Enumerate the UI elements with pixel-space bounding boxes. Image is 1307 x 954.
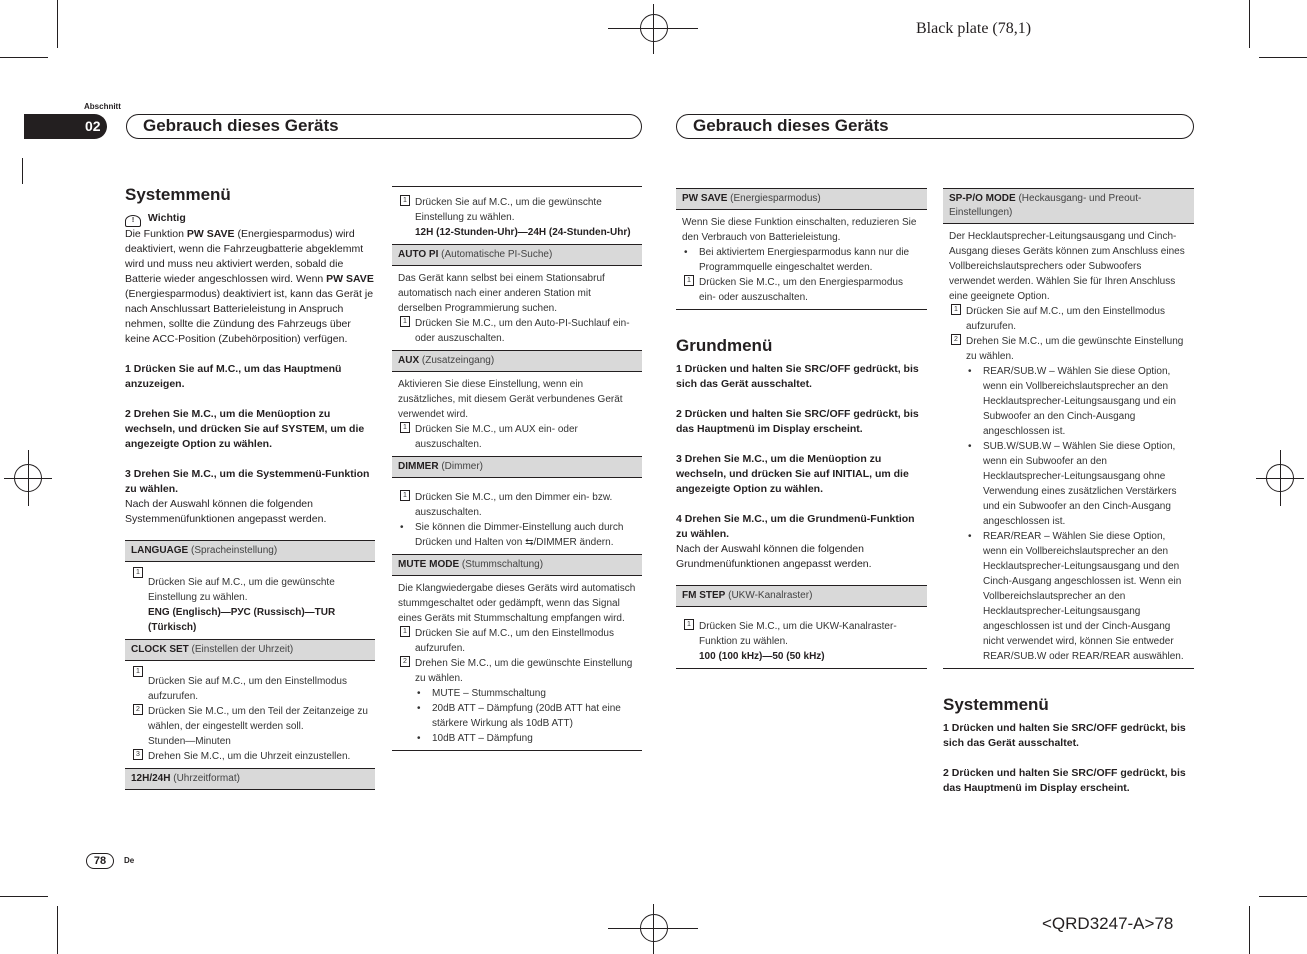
column-1 xyxy=(125,185,375,790)
step-2: 2 Drücken und halten Sie SRC/OFF gedrückt, bis das Hauptmenü im Display erscheint. xyxy=(943,767,1186,794)
bullet-icon: • xyxy=(968,441,972,452)
crop-mark xyxy=(653,4,654,54)
clock-options: Stunden—Minuten xyxy=(148,736,231,747)
table-body: 1 Drücken Sie auf M.C., um die gewünschte Einstellung zu wählen. ENG (Englisch)—РУС (Russisch)—TUR (Türkisch) xyxy=(125,562,375,639)
section-title: Systemmenü xyxy=(943,695,1049,714)
table-heading: 12H/24H (Uhrzeitformat) xyxy=(125,768,375,790)
step-1: 1 Drücken und halten Sie SRC/OFF gedrückt, bis sich das Gerät ausschaltet. xyxy=(943,722,1186,749)
warning-icon: ! xyxy=(125,215,141,227)
section-title: Grundmenü xyxy=(676,336,773,355)
step-number-icon: 1 xyxy=(684,275,694,286)
clock-format-options: 12H (12-Stunden-Uhr)—24H (24-Stunden-Uhr) xyxy=(415,227,631,238)
table-body: 1 Drücken Sie auf M.C., um den Einstellmodus aufzurufen. 2 Drücken Sie M.C., um den Teil der Zeitanzeige zu wählen, der eingestellt werden soll. Stunden—Minuten 3 Drehen Sie M.C., um die Uhrzeit einzustellen. xyxy=(125,661,375,768)
step-number-icon: 1 xyxy=(400,422,410,433)
table-body: 1 Drücken Sie M.C., um den Dimmer ein- bzw. auszuschalten. • Sie können die Dimmer-Einstellung auch durch Drücken und Halten von ⇆/DIMMER ändern. xyxy=(400,492,624,548)
crop-mark xyxy=(1259,57,1307,58)
table-body: Das Gerät kann selbst bei einem Stationsabruf automatisch nach einer anderen Station mit derselben Programmierung suchen. 1 Drücken Sie M.C., um den Auto-PI-Suchlauf ein- oder auszuschalten. xyxy=(392,266,642,350)
settings-table xyxy=(676,585,927,669)
step-number-icon: 3 xyxy=(133,749,143,760)
bullet-icon: • xyxy=(400,522,404,533)
page-number: 78 xyxy=(86,853,114,869)
bullet-icon: • xyxy=(968,366,972,377)
step-number-icon: 1 xyxy=(400,626,410,637)
column-4 xyxy=(943,188,1194,796)
bullet-icon: • xyxy=(417,733,421,744)
table-heading: MUTE MODE (Stummschaltung) xyxy=(392,554,642,576)
crop-mark xyxy=(653,904,654,954)
step-number-icon: 1 xyxy=(951,304,961,315)
table-body: Aktivieren Sie diese Einstellung, wenn ein zusätzliches, mit diesem Gerät verbundenes Gerät verwendet wird. 1 Drücken Sie M.C., um AUX ein- oder auszuschalten. xyxy=(392,372,642,456)
bullet-icon: • xyxy=(417,703,421,714)
language-code: De xyxy=(124,856,135,865)
step-number-icon: 1 xyxy=(400,316,410,327)
header-right-title: Gebrauch dieses Geräts xyxy=(693,116,889,135)
step-3: 3 Drehen Sie M.C., um die Systemmenü-Funktion zu wählen. xyxy=(125,468,370,495)
document-code: <QRD3247-A>78 xyxy=(1042,914,1174,933)
section-number: 02 xyxy=(85,118,101,134)
language-options: ENG (Englisch)—РУС (Russisch)—TUR (Türkisch) xyxy=(148,607,336,633)
table-heading: LANGUAGE (Spracheinstellung) xyxy=(125,540,375,562)
section-title: Systemmenü xyxy=(125,185,231,204)
table-text: Der Hecklautsprecher-Leitungsausgang und Cinch-Ausgang dieses Geräts können zum Anschluss eines Vollbereichslautsprechers oder Subwoofers verwendet werden. Wählen Sie für Ihren Anschluss eine geeignete Option. xyxy=(949,231,1185,302)
table-heading: CLOCK SET (Einstellen der Uhrzeit) xyxy=(125,639,375,661)
crop-mark xyxy=(1280,450,1281,506)
step-number-icon: 2 xyxy=(951,334,961,345)
step-number-icon: 1 xyxy=(684,619,694,630)
table-heading: DIMMER (Dimmer) xyxy=(392,456,642,478)
step-4: 4 Drehen Sie M.C., um die Grundmenü-Funktion zu wählen. xyxy=(676,513,915,540)
step-2: 2 Drehen Sie M.C., um die Menüoption zu wechseln, und drücken Sie auf SYSTEM, um die angezeigte Option zu wählen. xyxy=(125,408,365,450)
table-heading: FM STEP (UKW-Kanalraster) xyxy=(676,585,927,607)
step-3: 3 Drehen Sie M.C., um die Menüoption zu wechseln, und drücken Sie auf INITIAL, um die angezeigte Option zu wählen. xyxy=(676,453,909,495)
header-right xyxy=(676,114,1194,139)
step-number-icon: 1 xyxy=(133,567,143,578)
step-3-note: Nach der Auswahl können die folgenden Systemmenüfunktionen angepasst werden. xyxy=(125,498,327,525)
column-3 xyxy=(676,188,927,669)
crop-mark xyxy=(28,450,29,506)
step-number-icon: 1 xyxy=(133,666,143,677)
important-label: Wichtig xyxy=(147,212,186,224)
table-heading: AUTO PI (Automatische PI-Suche) xyxy=(392,244,642,266)
step-2: 2 Drücken und halten Sie SRC/OFF gedrückt, bis das Hauptmenü im Display erscheint. xyxy=(676,408,919,435)
step-number-icon: 1 xyxy=(400,490,410,501)
crop-mark xyxy=(1249,906,1250,954)
table-text: Wenn Sie diese Funktion einschalten, reduzieren Sie den Verbrauch von Batterieleistung. xyxy=(682,217,917,243)
crop-mark xyxy=(57,906,58,954)
table-heading: AUX (Zusatzeingang) xyxy=(392,350,642,372)
crop-mark xyxy=(57,0,58,48)
step-4-note: Nach der Auswahl können die folgenden Grundmenüfunktionen angepasst werden. xyxy=(676,543,872,570)
table-text: Das Gerät kann selbst bei einem Stationsabruf automatisch nach einer anderen Station mit derselben Programmierung suchen. xyxy=(398,273,605,314)
header-left xyxy=(126,114,642,139)
bullet-icon: • xyxy=(684,247,688,258)
table-body: Der Hecklautsprecher-Leitungsausgang und Cinch-Ausgang dieses Geräts können zum Anschluss eines Vollbereichslautsprechers oder Subwoofers verwendet werden. Wählen Sie für Ihren Anschluss eine geeignete Option. 1 Drücken Sie auf M.C., um den Einstellmodus aufzurufen. 2 Drehen Sie M.C., um die gewünschte Einstellung zu wählen. • REAR/SUB.W – Wählen Sie diese Option, wenn ein Vollbereichslautsprecher an den Hecklautsprecher-Leitungsausgang und ein Subwoofer an den Cinch-Ausgang angeschlossen ist. • SUB.W/SUB.W – Wählen Sie diese Option, wenn ein Subwoofer an den Hecklautsprecher-Leitungsausgang ohne Verwendung eines zusätzlichen Verstärkers und ein Subwoofer an den Cinch-Ausgang angeschlossen ist. • REAR/REAR – Wählen Sie diese Option, wenn ein Vollbereichslautsprecher an den Hecklautsprecher-Leitungsausgang und den Cinch-Ausgang angeschlossen ist. Wenn ein Vollbereichslautsprecher an den Hecklautsprecher-Leitungsausgang angeschlossen ist und der Cinch-Ausgang nicht verwendet wird, können Sie entweder REAR/SUB.W oder REAR/REAR auswählen. xyxy=(943,224,1194,668)
column-2 xyxy=(392,186,642,751)
crop-mark xyxy=(0,57,48,58)
crop-mark xyxy=(1249,0,1250,48)
table-body: 1 Drücken Sie M.C., um die UKW-Kanalraster-Funktion zu wählen. 100 (100 kHz)—50 (50 kHz) xyxy=(676,607,927,668)
step-number-icon: 2 xyxy=(133,704,143,715)
table-text: Die Klangwiedergabe dieses Geräts wird automatisch stummgeschaltet oder gedämpft, wenn das Signal eines Geräts mit Stummschaltung empfangen wird. xyxy=(398,583,636,624)
table-body: Wenn Sie diese Funktion einschalten, reduzieren Sie den Verbrauch von Batterieleistung. • Bei aktiviertem Energiesparmodus kann nur die Programmquelle eingeschaltet werden. 1 Drücken Sie M.C., um den Energiesparmodus ein- oder auszuschalten. xyxy=(676,210,927,309)
bullet-icon: • xyxy=(968,531,972,542)
fm-step-options: 100 (100 kHz)—50 (50 kHz) xyxy=(699,651,825,662)
crop-mark xyxy=(22,158,23,184)
table-text: Aktivieren Sie diese Einstellung, wenn ein zusätzliches, mit diesem Gerät verbundenes Gerät verwendet wird. xyxy=(398,379,623,420)
section-label: Abschnitt xyxy=(84,102,121,111)
step-number-icon: 1 xyxy=(400,195,410,206)
step-1: 1 Drücken und halten Sie SRC/OFF gedrückt, bis sich das Gerät ausschaltet. xyxy=(676,363,919,390)
header-left-title: Gebrauch dieses Geräts xyxy=(143,116,339,135)
plate-label: Black plate (78,1) xyxy=(916,20,1032,37)
important-text: Die Funktion PW SAVE (Energiesparmodus) wird deaktiviert, wenn die Fahrzeugbatterie abgeklemmt wird und muss neu aktiviert werden, sobald die Batterie wieder angeschlossen wird. Wenn PW SAVE (Energiesparmodus) deaktiviert ist, kann das Gerät je nach Anschlussart Batterieleistung in Anspruch nehmen, sollte die Zündung des Fahrzeugs über keine ACC-Position (Zubehörposition) verfügen. xyxy=(125,228,374,345)
table-heading: PW SAVE (Energiesparmodus) xyxy=(676,188,927,210)
table-body: Die Klangwiedergabe dieses Geräts wird automatisch stummgeschaltet oder gedämpft, wenn das Signal eines Geräts mit Stummschaltung empfangen wird. 1 Drücken Sie auf M.C., um den Einstellmodus aufzurufen. 2 Drehen Sie M.C., um die gewünschte Einstellung zu wählen. • MUTE – Stummschaltung • 20dB ATT – Dämpfung (20dB ATT hat eine stärkere Wirkung als 10dB ATT) • 10dB ATT – Dämpfung xyxy=(398,583,636,744)
bullet-icon: • xyxy=(417,688,421,699)
table-body: 1 Drücken Sie auf M.C., um die gewünschte Einstellung zu wählen. 12H (12-Stunden-Uhr)—24H (24-Stunden-Uhr) xyxy=(392,187,642,244)
settings-table xyxy=(125,540,375,790)
step-1: 1 Drücken Sie auf M.C., um das Hauptmenü anzuzeigen. xyxy=(125,363,342,390)
crop-mark xyxy=(0,896,48,897)
table-heading: SP-P/O MODE (Heckausgang- und Preout-Einstellungen) xyxy=(943,188,1194,224)
step-number-icon: 2 xyxy=(400,656,410,667)
crop-mark xyxy=(1259,896,1307,897)
